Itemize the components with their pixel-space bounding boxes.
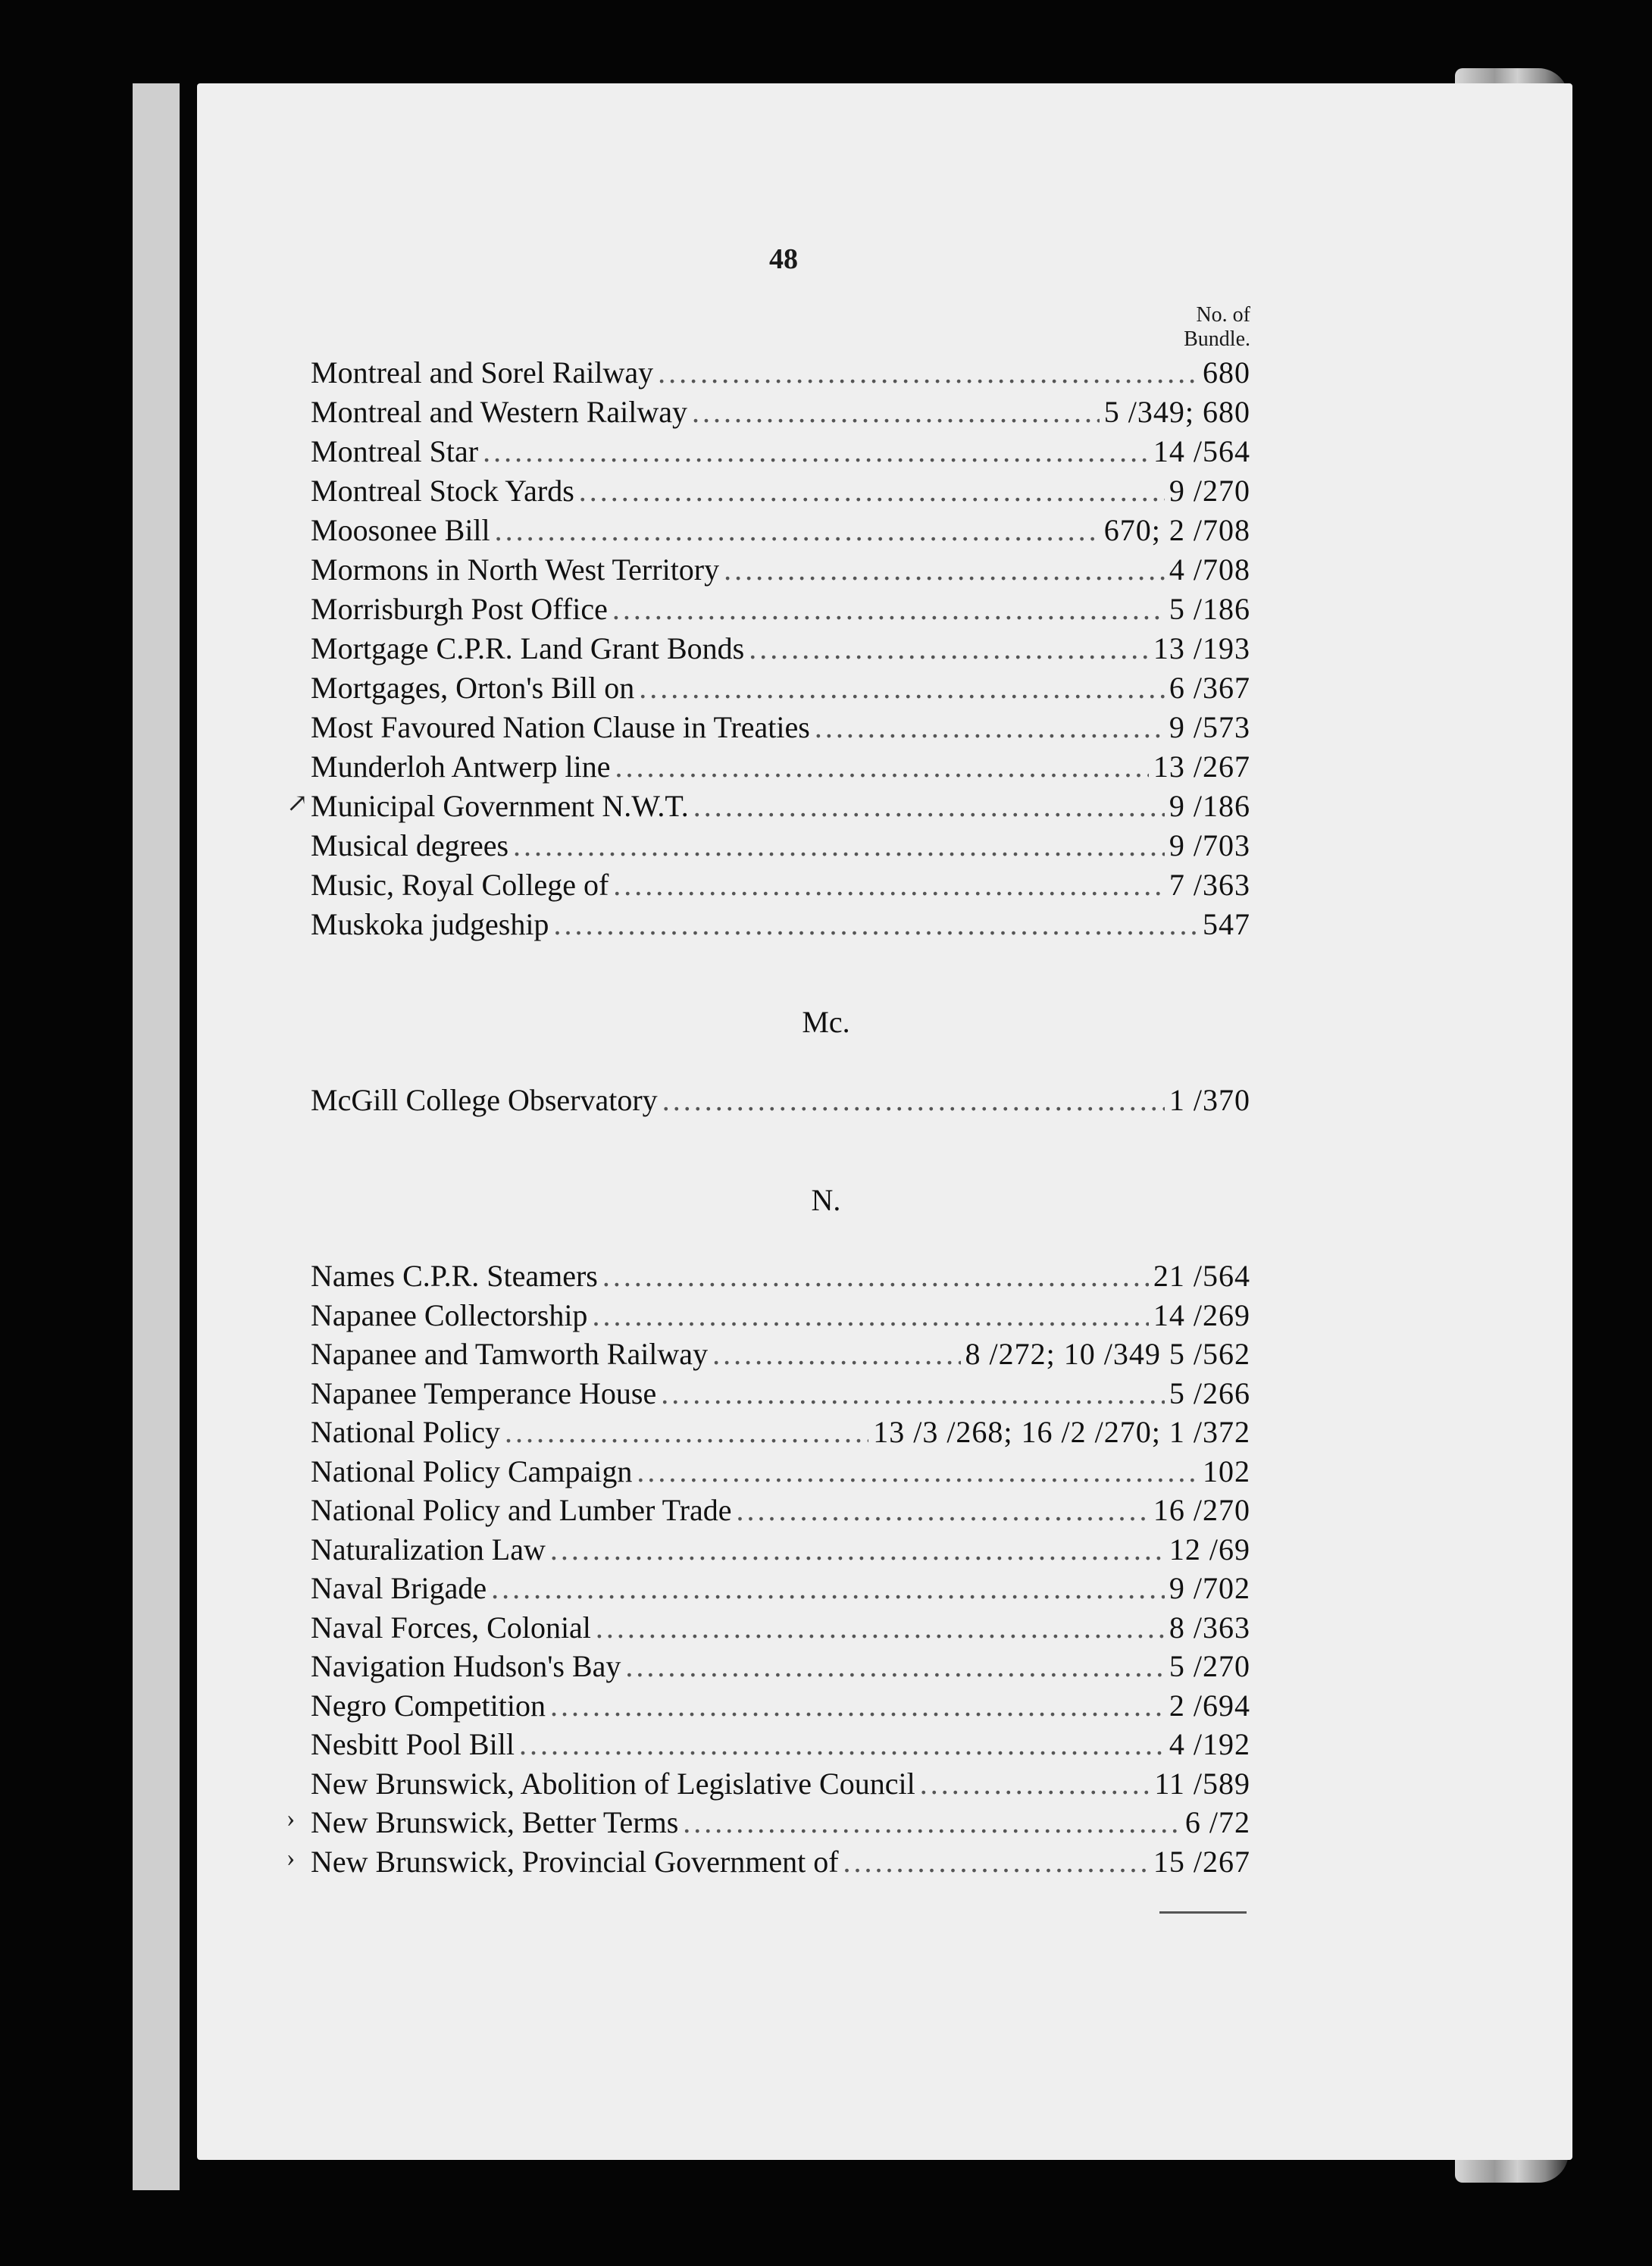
margin-mark-icon: ↗ xyxy=(286,790,308,818)
index-entry xyxy=(311,906,1250,946)
entry-title: Muskoka judgeship xyxy=(311,907,549,941)
entry-title: Montreal Stock Yards xyxy=(311,474,574,508)
bundle-reference: 13 /3 /268; 16 /2 /270; 1 /372 xyxy=(873,1415,1250,1449)
dot-leader xyxy=(615,749,1149,784)
index-entry xyxy=(311,394,1250,433)
index-entry xyxy=(286,788,1250,828)
bundle-reference: 102 xyxy=(1203,1454,1250,1488)
bundle-reference: 5 /266 xyxy=(1169,1376,1250,1410)
entry-title: McGill College Observatory xyxy=(311,1083,658,1117)
dot-leader xyxy=(637,1454,1198,1489)
column-header-line2: Bundle. xyxy=(1184,327,1250,351)
bundle-reference: 9 /703 xyxy=(1169,828,1250,862)
bundle-reference: 5 /349; 680 xyxy=(1103,395,1250,429)
index-entry xyxy=(311,867,1250,906)
dot-leader xyxy=(550,1688,1165,1723)
entry-title: Most Favoured Nation Clause in Treaties xyxy=(311,710,810,744)
index-entry xyxy=(311,1454,1250,1493)
closing-rule xyxy=(1159,1911,1247,1914)
bundle-reference: 670; 2 /708 xyxy=(1103,513,1250,547)
dot-leader xyxy=(596,1610,1165,1645)
dot-leader xyxy=(693,788,1165,824)
dot-leader xyxy=(613,867,1165,903)
index-entry xyxy=(311,355,1250,394)
index-entry xyxy=(311,1414,1250,1454)
bundle-reference: 15 /267 xyxy=(1153,1844,1250,1879)
entry-title: Musical degrees xyxy=(311,828,509,862)
bundle-reference: 8 /363 xyxy=(1169,1610,1250,1645)
index-entry xyxy=(311,512,1250,552)
index-entry xyxy=(286,1843,1250,1883)
dot-leader xyxy=(579,473,1165,509)
index-entry xyxy=(311,1766,1250,1805)
entry-title: Naturalization Law xyxy=(311,1532,546,1566)
index-entry xyxy=(311,1688,1250,1727)
dot-leader xyxy=(505,1414,868,1450)
index-entry xyxy=(311,1726,1250,1766)
bundle-reference: 547 xyxy=(1203,907,1250,941)
dot-leader xyxy=(920,1766,1150,1801)
bundle-reference: 2 /694 xyxy=(1169,1688,1250,1723)
dot-leader xyxy=(724,552,1165,587)
index-entry xyxy=(311,631,1250,670)
dot-leader xyxy=(612,591,1165,627)
dot-leader xyxy=(550,1532,1165,1567)
dot-leader xyxy=(491,1570,1165,1606)
entry-title: National Policy and Lumber Trade xyxy=(311,1493,732,1527)
dot-leader xyxy=(749,631,1149,666)
entry-title: Naval Forces, Colonial xyxy=(311,1610,591,1645)
column-header-line1: No. of xyxy=(1196,303,1250,327)
bundle-reference: 9 /573 xyxy=(1169,710,1250,744)
index-entry xyxy=(311,1297,1250,1337)
index-entry xyxy=(311,1258,1250,1297)
index-entry xyxy=(286,1804,1250,1844)
entry-title: New Brunswick, Better Terms xyxy=(311,1805,679,1839)
bundle-reference: 21 /564 xyxy=(1153,1259,1250,1293)
index-entry xyxy=(311,1648,1250,1688)
entry-title: Nesbitt Pool Bill xyxy=(311,1727,515,1761)
bundle-reference: 14 /269 xyxy=(1153,1297,1250,1332)
dot-leader xyxy=(658,355,1198,390)
dot-leader xyxy=(683,1804,1181,1840)
page-number: 48 xyxy=(769,243,798,275)
index-entry xyxy=(311,1082,1250,1122)
bundle-reference: 16 /270 xyxy=(1153,1493,1250,1527)
entry-title: Napanee and Tamworth Railway xyxy=(311,1337,709,1371)
entry-title: Munderloh Antwerp line xyxy=(311,750,611,784)
entry-title: National Policy xyxy=(311,1415,500,1449)
dot-leader xyxy=(692,394,1100,430)
index-entry xyxy=(311,473,1250,512)
bundle-reference: 8 /272; 10 /349 5 /562 xyxy=(965,1337,1250,1371)
bundle-reference: 4 /192 xyxy=(1169,1727,1250,1761)
entry-title: Navigation Hudson's Bay xyxy=(311,1649,621,1683)
entry-title: Mortgages, Orton's Bill on xyxy=(311,671,635,705)
entry-title: Mortgage C.P.R. Land Grant Bonds xyxy=(311,631,745,665)
index-entry xyxy=(311,552,1250,591)
index-entry xyxy=(311,828,1250,867)
entry-title: Music, Royal College of xyxy=(311,868,609,902)
entry-title: National Policy Campaign xyxy=(311,1454,633,1488)
entry-title: New Brunswick, Provincial Government of xyxy=(311,1844,839,1879)
entry-title: Municipal Government N.W.T. xyxy=(311,789,689,823)
entry-title: Mormons in North West Territory xyxy=(311,552,720,587)
bundle-reference: 12 /69 xyxy=(1169,1532,1250,1566)
dot-leader xyxy=(736,1492,1148,1528)
index-entry xyxy=(311,1610,1250,1649)
bundle-reference: 11 /589 xyxy=(1154,1766,1250,1801)
dot-leader xyxy=(843,1844,1149,1879)
bundle-reference: 5 /270 xyxy=(1169,1649,1250,1683)
dot-leader xyxy=(513,828,1165,863)
dot-leader xyxy=(662,1082,1165,1118)
index-entry xyxy=(311,1336,1250,1376)
bundle-reference: 9 /270 xyxy=(1169,474,1250,508)
bundle-reference: 9 /702 xyxy=(1169,1571,1250,1605)
dot-leader xyxy=(625,1648,1164,1684)
bundle-reference: 13 /193 xyxy=(1153,631,1250,665)
bundle-reference: 7 /363 xyxy=(1169,868,1250,902)
dot-leader xyxy=(815,709,1165,745)
mc-heading: Mc. xyxy=(802,1005,850,1039)
entry-title: New Brunswick, Abolition of Legislative Council xyxy=(311,1766,915,1801)
dot-leader xyxy=(639,670,1165,706)
index-entry xyxy=(311,670,1250,709)
entry-title: Naval Brigade xyxy=(311,1571,487,1605)
dot-leader xyxy=(553,906,1198,942)
bundle-reference: 6 /367 xyxy=(1169,671,1250,705)
bundle-reference: 14 /564 xyxy=(1153,434,1250,468)
dot-leader xyxy=(712,1336,960,1372)
index-entry xyxy=(311,591,1250,631)
margin-mark-icon: › xyxy=(286,1804,296,1833)
index-entry xyxy=(311,1570,1250,1610)
bundle-reference: 4 /708 xyxy=(1169,552,1250,587)
bundle-reference: 5 /186 xyxy=(1169,592,1250,626)
index-entry xyxy=(311,433,1250,473)
dot-leader xyxy=(602,1258,1149,1294)
n-heading: N. xyxy=(811,1183,841,1217)
margin-mark-icon: › xyxy=(286,1843,296,1872)
index-entry xyxy=(311,1532,1250,1571)
dot-leader xyxy=(661,1376,1165,1411)
index-entry xyxy=(311,1492,1250,1532)
dot-leader xyxy=(519,1726,1165,1762)
index-entry xyxy=(311,749,1250,788)
entry-title: Napanee Temperance House xyxy=(311,1376,657,1410)
entry-title: Montreal and Sorel Railway xyxy=(311,355,654,390)
adjacent-page-edge xyxy=(133,83,180,2190)
index-entry xyxy=(311,1376,1250,1415)
bundle-reference: 680 xyxy=(1203,355,1250,390)
entry-title: Montreal Star xyxy=(311,434,479,468)
entry-title: Negro Competition xyxy=(311,1688,546,1723)
dot-leader xyxy=(483,433,1149,469)
bundle-reference: 1 /370 xyxy=(1169,1083,1250,1117)
entry-title: Montreal and Western Railway xyxy=(311,395,688,429)
dot-leader xyxy=(495,512,1100,548)
entry-title: Names C.P.R. Steamers xyxy=(311,1259,598,1293)
dot-leader xyxy=(592,1297,1148,1333)
entry-title: Moosonee Bill xyxy=(311,513,490,547)
entry-title: Morrisburgh Post Office xyxy=(311,592,608,626)
bundle-reference: 9 /186 xyxy=(1169,789,1250,823)
bundle-reference: 6 /72 xyxy=(1184,1805,1250,1839)
bundle-reference: 13 /267 xyxy=(1153,750,1250,784)
index-entry xyxy=(311,709,1250,749)
entry-title: Napanee Collectorship xyxy=(311,1297,588,1332)
column-header xyxy=(1184,303,1250,352)
